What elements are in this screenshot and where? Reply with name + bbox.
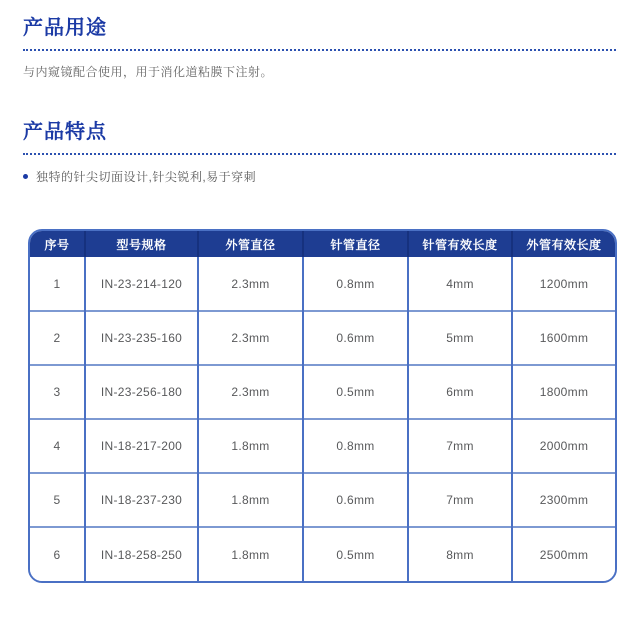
table-cell: 5mm [408, 311, 512, 365]
spec-table-container [28, 229, 617, 583]
col-header-serial: 序号 [30, 231, 85, 257]
usage-description: 与内窥镜配合使用，用于消化道粘膜下注射。 [23, 65, 274, 79]
table-cell: 0.8mm [303, 257, 408, 311]
table-cell: IN-18-237-230 [85, 473, 198, 527]
table-cell: 6 [30, 527, 85, 581]
table-cell: 7mm [408, 419, 512, 473]
table-row [30, 527, 615, 581]
table-cell: IN-18-258-250 [85, 527, 198, 581]
col-header-model: 型号规格 [85, 231, 198, 257]
table-cell: 0.6mm [303, 311, 408, 365]
table-cell: 2300mm [512, 473, 615, 527]
table-cell: 3 [30, 365, 85, 419]
section-usage [23, 16, 617, 80]
table-cell: 5 [30, 473, 85, 527]
table-cell: 1 [30, 257, 85, 311]
spec-table [30, 231, 615, 581]
table-row [30, 257, 615, 311]
table-cell: 4mm [408, 257, 512, 311]
table-row [30, 365, 615, 419]
table-cell: 4 [30, 419, 85, 473]
table-cell: 2 [30, 311, 85, 365]
table-cell: 2.3mm [198, 311, 303, 365]
table-cell: IN-23-235-160 [85, 311, 198, 365]
table-cell: 0.5mm [303, 527, 408, 581]
dotted-divider [23, 49, 616, 51]
features-section-title: 产品特点 [23, 121, 107, 143]
col-header-needle-length: 针管有效长度 [408, 231, 512, 257]
table-cell: IN-23-256-180 [85, 365, 198, 419]
section-features [23, 120, 617, 185]
table-cell: 1200mm [512, 257, 615, 311]
table-cell: 2.3mm [198, 257, 303, 311]
col-header-outer-length: 外管有效长度 [512, 231, 615, 257]
table-cell: IN-18-217-200 [85, 419, 198, 473]
col-header-outer-diameter: 外管直径 [198, 231, 303, 257]
table-cell: 2000mm [512, 419, 615, 473]
table-cell: 1.8mm [198, 527, 303, 581]
table-cell: 0.6mm [303, 473, 408, 527]
dotted-divider [23, 153, 616, 155]
table-cell: 2500mm [512, 527, 615, 581]
table-cell: 0.8mm [303, 419, 408, 473]
table-row [30, 473, 615, 527]
bullet-dot-icon [23, 174, 28, 179]
table-header-row [30, 231, 615, 257]
table-cell: 1800mm [512, 365, 615, 419]
table-row [30, 419, 615, 473]
table-cell: 7mm [408, 473, 512, 527]
col-header-needle-diameter: 针管直径 [303, 231, 408, 257]
table-cell: 1.8mm [198, 473, 303, 527]
table-cell: 1600mm [512, 311, 615, 365]
table-row [30, 311, 615, 365]
feature-list-item [23, 168, 617, 185]
table-cell: 0.5mm [303, 365, 408, 419]
table-cell: 2.3mm [198, 365, 303, 419]
feature-text: 独特的针尖切面设计,针尖锐利,易于穿刺 [36, 170, 257, 184]
table-cell: 8mm [408, 527, 512, 581]
usage-section-title: 产品用途 [23, 17, 107, 39]
table-cell: IN-23-214-120 [85, 257, 198, 311]
table-cell: 6mm [408, 365, 512, 419]
table-cell: 1.8mm [198, 419, 303, 473]
